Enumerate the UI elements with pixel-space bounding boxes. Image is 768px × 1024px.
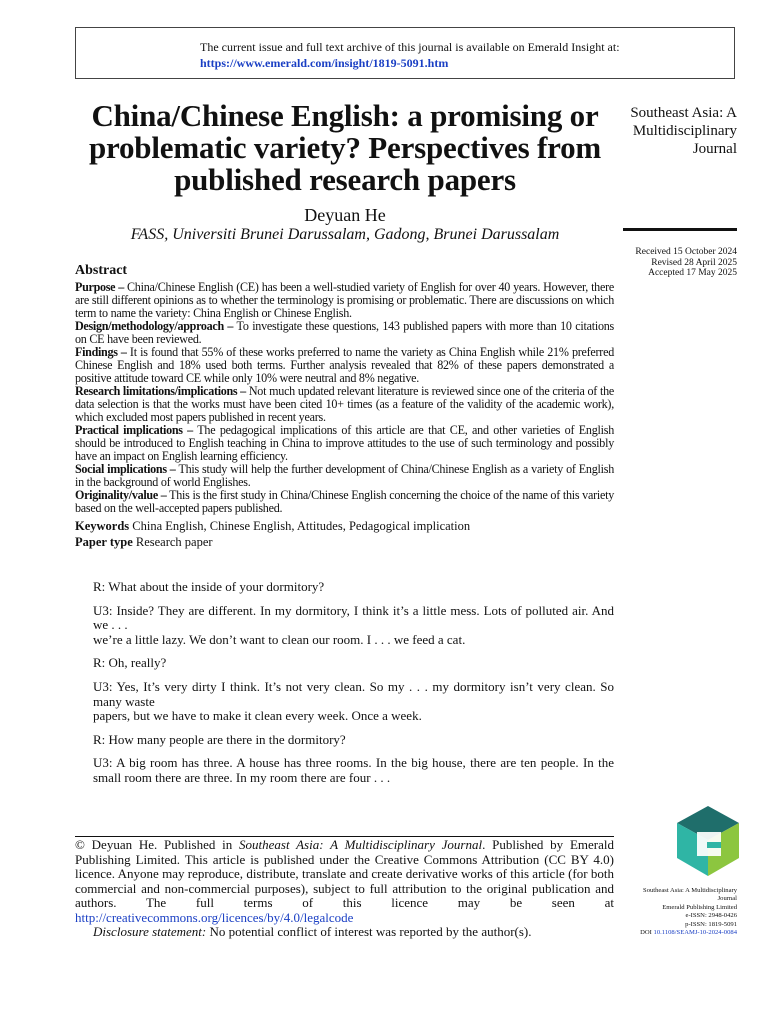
copyright-pre: © Deyuan He. Published in	[75, 837, 240, 852]
pub-doi	[620, 929, 737, 937]
author-name: Deyuan He	[304, 205, 386, 225]
dialogue-turn	[93, 604, 614, 648]
paper-type-label: Paper type	[75, 535, 133, 549]
journal-divider	[623, 228, 737, 231]
abstract-findings	[75, 346, 614, 385]
section-text: To investigate these questions, 143 published papers with more than 10 citations on CE have been reviewed.	[75, 319, 615, 346]
logo-mark-inner	[707, 842, 721, 848]
copyright-journal: Southeast Asia: A Multidisciplinary Journal	[239, 837, 483, 852]
abstract-body	[75, 281, 614, 515]
dialogue-turn	[93, 580, 614, 595]
section-label: Research limitations/implications –	[75, 384, 246, 398]
dialogue-line: U3: Inside? They are different. In my dormitory, I think it’s a little mess. Lots of polluted air. And we . . .	[93, 602, 614, 633]
dialogue-line: we’re a little lazy. We don’t want to clean our room. I . . . we feed a cat.	[93, 631, 466, 647]
journal-url-link[interactable]: https://www.emerald.com/insight/1819-5091.htm	[200, 56, 449, 70]
section-text: It is found that 55% of these works preferred to name the variety as China English while 21% preferred Chinese English and 18% used both terms. Further analysis revealed that 82% of these papers demonstrated a positive attitude toward CE while only 10% were neutral and 8% negative.	[75, 345, 614, 385]
section-label: Findings –	[75, 345, 127, 359]
notice-text: The current issue and full text archive of this journal is available on Emerald Insight at:	[200, 40, 620, 54]
section-text: This is the first study in China/Chinese English concerning the choice of the name of this variety based on the well-accepted papers published.	[75, 488, 614, 515]
abstract-limitations	[75, 385, 614, 424]
pub-pissn: p-ISSN: 1819-5091	[685, 920, 737, 928]
paper-type	[75, 535, 620, 550]
doi-label: DOI	[640, 929, 654, 937]
paper-type-text: Research paper	[135, 535, 213, 549]
section-text: China/Chinese English (CE) has been a well-studied variety of English for over 40 years. However, there are still different opinions as to whether the terminology is promising or problematic. There are discussions on which term to name the variety: China English or Chinese English.	[75, 280, 614, 320]
disclosure-statement	[93, 924, 614, 940]
abstract-originality	[75, 489, 614, 515]
dialogue-line: R: Oh, really?	[93, 655, 167, 671]
section-text: This study will help the further development of China/Chinese English as a variety of English in the background of world Englishes.	[75, 462, 614, 489]
dialogue-turn	[93, 733, 614, 748]
disclosure-label: Disclosure statement:	[93, 924, 207, 939]
dialogue-line: U3: Yes, It’s very dirty I think. It’s not very clean. So my . . . my dormitory isn’t very clean. So many waste	[93, 678, 614, 709]
section-label: Originality/value –	[75, 488, 167, 502]
section-label: Social implications –	[75, 462, 176, 476]
received-date: Received 15 October 2024	[635, 247, 737, 257]
dialogue-line: R: How many people are there in the dormitory?	[93, 731, 346, 747]
author-affiliation: FASS, Universiti Brunei Darussalam, Gadong, Brunei Darussalam	[130, 226, 560, 243]
keywords	[75, 519, 620, 534]
keywords-label: Keywords	[75, 519, 130, 533]
article-title: China/Chinese English: a promising or problematic variety? Perspectives from published research papers	[88, 98, 602, 197]
copyright-notice	[75, 838, 614, 926]
dialogue-line: R: What about the inside of your dormitory?	[93, 579, 325, 594]
pub-journal-line: Southeast Asia: A Multidisciplinary	[643, 887, 737, 894]
abstract-practical	[75, 424, 614, 463]
doi-link[interactable]: 10.1108/SEAMJ-10-2024-0084	[653, 929, 737, 937]
interview-excerpt	[93, 580, 614, 795]
abstract-design	[75, 320, 614, 346]
section-text: Not much updated relevant literature is reviewed since one of the criteria of the data selection is that the works must have been cited 10+ times (as a feature of the validity of the academic work), which excluded most papers published in recent years.	[75, 384, 614, 424]
section-label: Purpose –	[75, 280, 124, 294]
pub-publisher: Emerald Publishing Limited	[662, 903, 737, 911]
dialogue-line: papers, but we have to make it clean every week. Once a week.	[93, 708, 422, 724]
section-label: Design/methodology/approach –	[75, 319, 234, 333]
dialogue-turn	[93, 680, 614, 724]
accepted-date: Accepted 17 May 2025	[648, 268, 737, 278]
section-label: Practical implications –	[75, 423, 193, 437]
dialogue-turn	[93, 756, 614, 785]
keywords-text: China English, Chinese English, Attitudes, Pedagogical implication	[132, 519, 471, 533]
article-dates	[620, 247, 737, 279]
revised-date: Revised 28 April 2025	[651, 257, 737, 268]
copyright-post: . Published by Emerald Publishing Limited. This article is published under the Creative Commons Attribution (CC BY 4.0) licence. Anyone may reproduce, distribute, translate and create derivative works of this article (for both commercial and non-commercial purposes), subject to full attribution to the original publication and authors. The full terms of this licence may be seen at	[75, 837, 614, 911]
disclosure-text: No potential conflict of interest was reported by the author(s).	[206, 924, 532, 939]
abstract-heading: Abstract	[75, 263, 128, 278]
dialogue-turn	[93, 656, 614, 671]
licence-link[interactable]: http://creativecommons.org/licences/by/4.0/legalcode	[75, 909, 354, 925]
journal-name: Southeast Asia: A Multidisciplinary Journal	[630, 105, 737, 157]
abstract-social	[75, 463, 614, 489]
publishing-info	[620, 887, 737, 937]
dialogue-line: U3: A big room has three. A house has three rooms. In the big house, there are ten people. In the small room there are three. In my room there are four . . .	[93, 755, 614, 785]
journal-notice-box	[75, 27, 735, 79]
pub-journal-line: Journal	[717, 895, 737, 903]
section-text: The pedagogical implications of this article are that CE, and other varieties of English should be introduced to English teaching in China to improve attitudes to the use of such terminology and possibly have an impact on English learning efficiency.	[75, 423, 615, 463]
pub-eissn: e-ISSN: 2948-0426	[685, 912, 737, 920]
abstract-purpose	[75, 281, 614, 320]
emerald-logo-icon	[677, 806, 739, 876]
